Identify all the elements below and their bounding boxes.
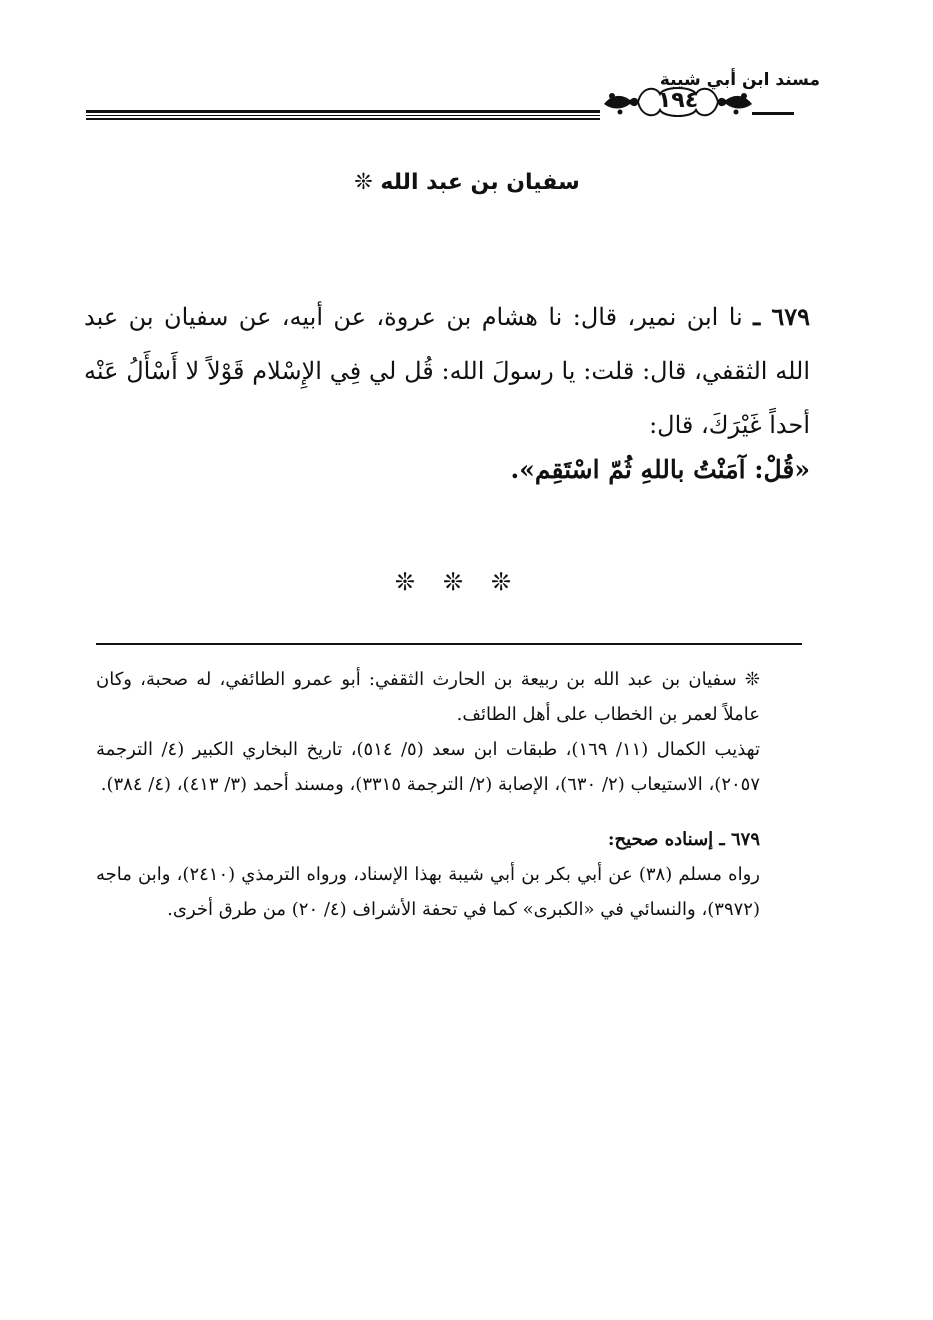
hadith-quote: «قُلْ: آمَنْتُ باللهِ ثُمّ اسْتَقِم».	[510, 455, 810, 484]
footnote-biography: ❊ سفيان بن عبد الله بن ربيعة بن الحارث الثقفي: أبو عمرو الطائفي، له صحبة، وكان عاملاً لعمر بن الخطاب على أهل الطائف.	[96, 669, 760, 725]
header-rule	[86, 110, 600, 120]
footnote-references: تهذيب الكمال (١١/ ١٦٩)، طبقات ابن سعد (٥/ ٥١٤)، تاريخ البخاري الكبير (٤/ الترجمة ٢٠٥٧)، الاستيعاب (٢/ ٦٣٠)، الإصابة (٢/ الترجمة ٣٣١٥)، ومسند أحمد (٣/ ٤١٣)، (٤/ ٣٨٤).	[96, 739, 760, 795]
hadith-number: ٦٧٩ ـ	[753, 302, 810, 331]
footnote-isnad-heading: ٦٧٩ ـ إسناده صحيح:	[607, 829, 760, 850]
section-separator: ❊❊❊	[394, 568, 540, 596]
footnote-isnad-text: رواه مسلم (٣٨) عن أبي بكر بن أبي شيبة بهذا الإسناد، ورواه الترمذي (٢٤١٠)، وابن ماجه (٣٩٧٢)، والنسائي في «الكبرى» كما في تحفة الأشراف (٤/ ٢٠) من طرق أخرى.	[96, 864, 760, 920]
hadith-text	[84, 290, 810, 452]
page-number: ١٩٤	[657, 88, 699, 113]
running-title: مسند ابن أبي شيبة	[659, 70, 820, 90]
footnote-rule	[96, 643, 802, 645]
footnotes	[96, 662, 760, 927]
header-rule-right	[752, 112, 794, 115]
hadith-body: نا ابن نمير، قال: نا هشام بن عروة، عن أبيه، عن سفيان بن عبد الله الثقفي، قال: قلت: يا رسولَ الله: قُل لي فِي الإِسْلام قَوْلاً لا أَسْأَلُ عَنْه أحداً غَيْرَكَ، قال:	[84, 303, 810, 439]
chapter-title: سفيان بن عبد الله ❊	[354, 170, 580, 195]
